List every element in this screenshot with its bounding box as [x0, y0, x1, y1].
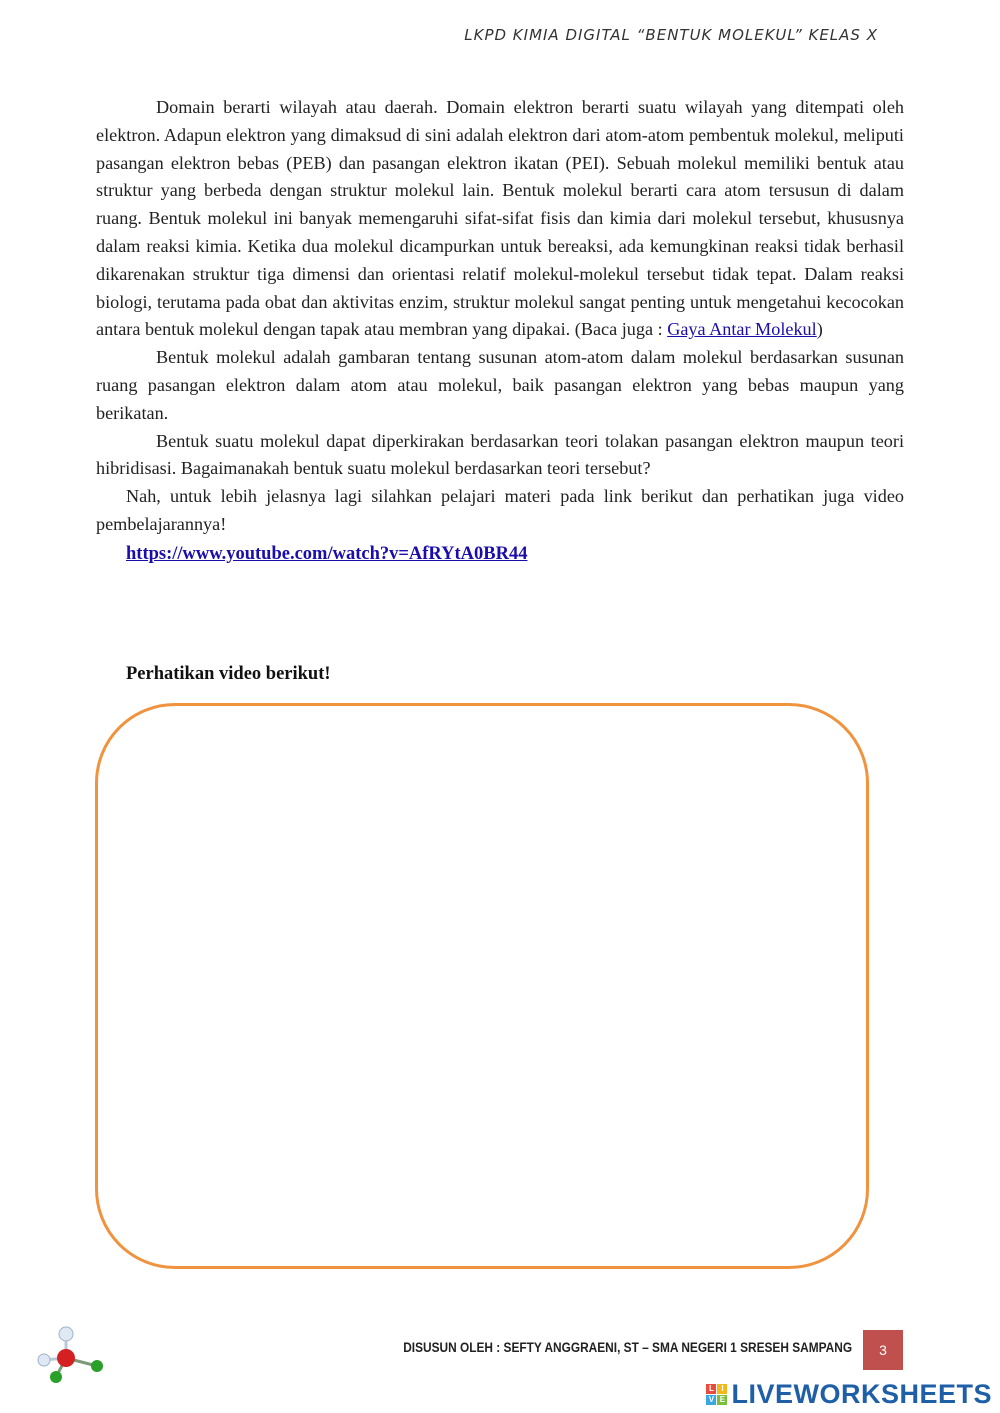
paragraph-instruction: Nah, untuk lebih jelasnya lagi silahkan pelajari materi pada link berikut dan perhatikan juga video pembelajarannya! [96, 486, 904, 534]
footer-credit: DISUSUN OLEH : SEFTY ANGGRAENI, ST – SMA NEGERI 1 SRESEH SAMPANG [403, 1340, 852, 1355]
logo-letter-v: V [706, 1395, 716, 1405]
read-also-suffix: ) [816, 319, 823, 340]
youtube-video-link[interactable]: https://www.youtube.com/watch?v=AfRYtA0BR44 [126, 543, 528, 564]
liveworksheets-wordmark: LIVEWORKSHEETS [731, 1379, 992, 1409]
liveworksheets-brand[interactable] [706, 1379, 992, 1410]
video-embed-frame[interactable] [95, 703, 869, 1269]
paragraph-domain [96, 94, 904, 344]
logo-letter-i: I [717, 1384, 727, 1394]
document-header-title: LKPD KIMIA DIGITAL “BENTUK MOLEKUL” KELAS X [464, 26, 878, 44]
liveworksheets-logo-icon [706, 1384, 727, 1405]
video-heading: Perhatikan video berikut! [126, 664, 331, 684]
gaya-antar-molekul-link[interactable]: Gaya Antar Molekul [667, 319, 817, 340]
molecule-logo-icon [30, 1320, 110, 1385]
paragraph-theory: Bentuk suatu molekul dapat diperkirakan berdasarkan teori tolakan pasangan elektron maupun teori hibridisasi. Bagaimanakah bentuk suatu molekul berdasarkan teori tersebut? [96, 430, 904, 479]
logo-letter-e: E [717, 1395, 727, 1405]
page-number: 3 [863, 1330, 903, 1370]
paragraph-domain-text: Domain berarti wilayah atau daerah. Domain elektron berarti suatu wilayah yang ditempati oleh elektron. Adapun elektron yang dimaksud di sini adalah elektron dari atom-atom pembentuk molekul, meliputi pasangan elektron bebas (PEB) dan pasangan elektron ikatan (PEI). Sebuah molekul memiliki bentuk atau struktur yang berbeda dengan struktur molekul lain. Bentuk molekul berarti cara atom tersusun di dalam ruang. Bentuk molekul ini banyak memengaruhi sifat-sifat fisis dan kimia dari molekul tersebut, khususnya dalam reaksi kimia. Ketika dua molekul dicampurkan untuk bereaksi, ada kemungkinan reaksi tidak berhasil dikarenakan struktur tiga dimensi dan orientasi relatif molekul-molekul tersebut tidak tepat. Dalam reaksi biologi, terutama pada obat dan aktivitas enzim, struktur molekul sangat penting untuk mengetahui kecocokan antara bentuk molekul dengan tapak atau membran yang dipakai. [96, 97, 904, 340]
read-also-prefix: (Baca juga : [574, 319, 668, 340]
paragraph-definition: Bentuk molekul adalah gambaran tentang susunan atom-atom dalam molekul berdasarkan susunan ruang pasangan elektron dalam atom atau molekul, baik pasangan elektron yang bebas maupun yang berikatan. [96, 347, 904, 423]
logo-letter-l: L [706, 1384, 716, 1394]
body-text [96, 94, 904, 569]
